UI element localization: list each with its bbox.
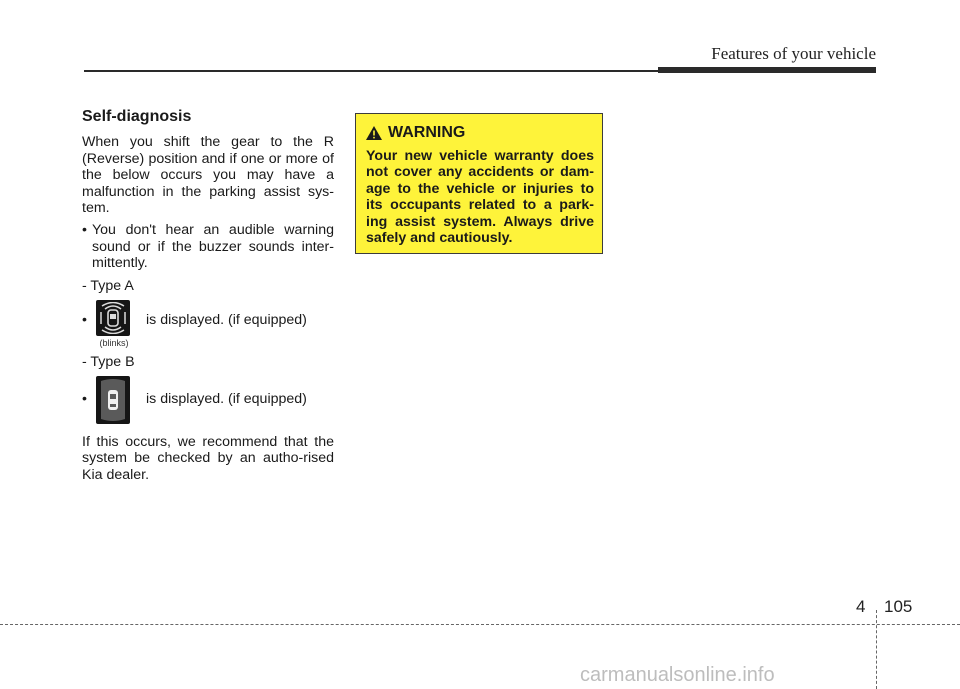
- type-b-icon-wrap: [96, 376, 132, 424]
- bullet-item: [82, 222, 334, 272]
- warning-box: [355, 113, 603, 254]
- header-rule: [84, 70, 664, 72]
- blinks-caption: (blinks): [99, 337, 129, 348]
- intro-paragraph: When you shift the gear to the R (Reverse) position and if one or more of the below occurs you may have a malfunction in the parking assist sys-tem.: [82, 134, 334, 217]
- type-a-label: - Type A: [82, 277, 134, 294]
- type-a-text: is displayed. (if equipped): [146, 311, 307, 328]
- warning-triangle-icon: [366, 126, 382, 140]
- bullet-dot: •: [82, 390, 87, 407]
- section-title: Self-diagnosis: [82, 108, 192, 125]
- conclusion-paragraph: If this occurs, we recommend that the system be checked by an autho-rised Kia dealer.: [82, 433, 334, 483]
- bullet-text: You don't hear an audible warning sound or if the buzzer sounds inter-mittently.: [92, 221, 334, 272]
- type-a-icon-wrap: [96, 300, 132, 348]
- bullet-dot: •: [82, 311, 87, 328]
- header-rule-bold: [658, 67, 876, 73]
- warning-title: WARNING: [388, 124, 466, 141]
- parking-assist-sensor-icon: [96, 300, 130, 336]
- type-b-label: - Type B: [82, 353, 135, 370]
- left-column: [82, 108, 334, 489]
- page-divider: [876, 610, 877, 689]
- footer-rule: [0, 624, 960, 625]
- header-title: Features of your vehicle: [711, 44, 876, 63]
- warning-header: [366, 124, 594, 142]
- bullet-dot: •: [82, 221, 87, 238]
- type-a-row: [82, 300, 334, 348]
- page-number: 105: [884, 597, 913, 616]
- type-b-row: [82, 376, 334, 424]
- type-b-text: is displayed. (if equipped): [146, 390, 307, 407]
- warning-text: Your new vehicle warranty does not cover any accidents or dam-age to the vehicle or injuries to its occupants related to a park-ing assist system. Always drive safely and cautiously.: [366, 148, 594, 247]
- parking-assist-car-icon: [96, 376, 130, 424]
- watermark: carmanualsonline.info: [580, 664, 775, 686]
- chapter-number: 4: [856, 597, 866, 616]
